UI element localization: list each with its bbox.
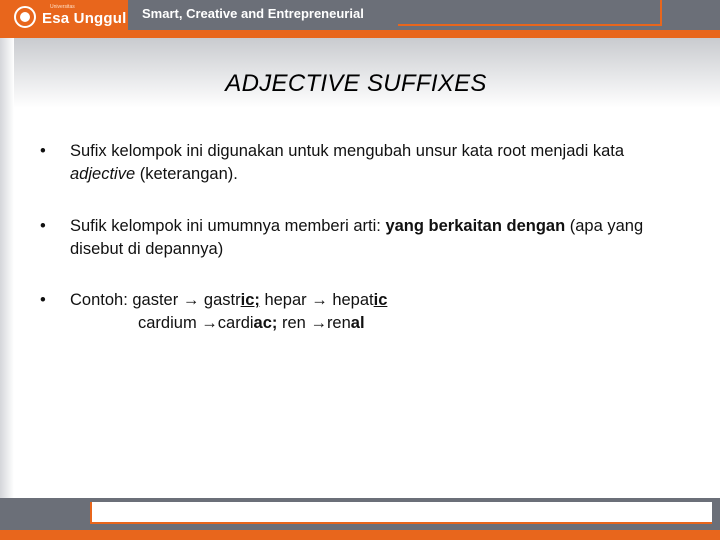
example-text: gastr: [199, 291, 241, 309]
tagline: Smart, Creative and Entrepreneurial: [142, 6, 364, 21]
bullet-dot: •: [40, 142, 46, 160]
example-text: hepat: [327, 291, 374, 309]
bullet-text: (apa yang disebut di depannya): [70, 217, 644, 258]
arrow-icon: →: [201, 314, 218, 332]
arrow-icon: →: [310, 314, 327, 332]
example-line-2: [70, 312, 387, 335]
bullet-item: [40, 289, 387, 335]
slide-title: ADJECTIVE SUFFIXES: [225, 70, 487, 97]
bullet-dot: •: [40, 291, 46, 309]
bullet-text: Sufix kelompok ini digunakan untuk mengubah unsur kata root menjadi kata: [70, 142, 625, 160]
bullet-emphasis: adjective: [70, 165, 136, 183]
bullet-item: [40, 140, 670, 186]
university-emblem-icon: [14, 6, 36, 28]
example-text: hepar: [259, 291, 312, 309]
tagline-frame: [398, 0, 662, 26]
example-text: ren: [326, 314, 351, 332]
footer-frame: [90, 502, 712, 524]
bullet-text: (keterangan).: [135, 165, 238, 183]
brand-name: Esa Unggul: [42, 10, 127, 27]
example-suffix: ic;: [240, 291, 260, 309]
arrow-icon: →: [182, 291, 200, 309]
example-text: ren: [277, 314, 311, 332]
example-text: Contoh: gaster: [70, 291, 183, 309]
example-text: cardium: [138, 314, 202, 332]
bullet-emphasis: yang berkaitan dengan: [385, 217, 566, 235]
bullet-dot: •: [40, 217, 46, 235]
arrow-icon: →: [311, 291, 328, 309]
example-suffix: ic: [373, 291, 388, 309]
header-bar: [0, 0, 720, 38]
example-suffix: ac;: [253, 314, 278, 332]
bullet-item: [40, 215, 670, 261]
bullet-text: Sufik kelompok ini umumnya memberi arti:: [70, 217, 386, 235]
example-suffix: al: [350, 314, 365, 332]
brand-small-label: Universitas: [50, 4, 75, 10]
left-shadow: [0, 38, 14, 508]
example-text: cardi: [217, 314, 254, 332]
logo: [0, 0, 128, 38]
footer-accent: [0, 530, 720, 540]
